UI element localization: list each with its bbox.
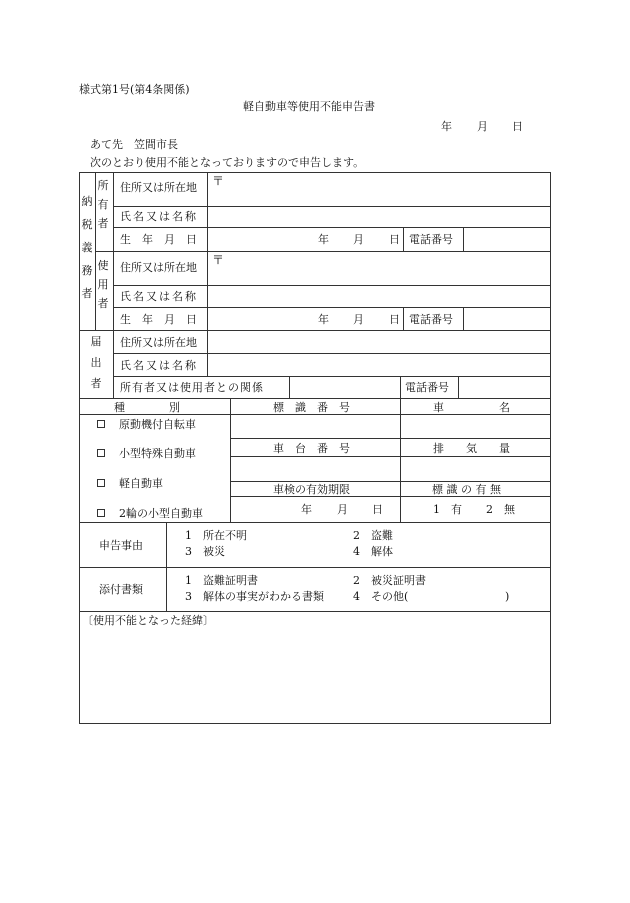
- plate-no-option[interactable]: 2 無: [486, 503, 515, 516]
- form-number: 様式第1号(第4条関係): [79, 83, 190, 96]
- owner-address-label: 住所又は所在地: [120, 181, 197, 194]
- type-moped-label: 原動機付自転車: [119, 418, 196, 431]
- owner-birth-day: 日: [389, 233, 400, 246]
- vehicle-type-header: 種 別: [114, 401, 180, 414]
- form-title: 軽自動車等使用不能申告書: [243, 100, 375, 113]
- user-postal-mark: 〒: [212, 253, 225, 267]
- type-checkbox-special[interactable]: [97, 449, 105, 457]
- inspection-month: 月: [337, 503, 348, 516]
- type-motorcycle-label: 2輪の小型自動車: [119, 507, 203, 520]
- notifier-relation-label: 所有者又は使用者との関係: [120, 381, 264, 394]
- inspection-expiry-header: 車検の有効期限: [273, 483, 350, 496]
- date-year-label: 年: [441, 120, 452, 133]
- user-birth-year: 年: [318, 313, 329, 326]
- reason-option-scrapped[interactable]: 4 解体: [353, 545, 393, 558]
- vehicle-model-header: 車 名: [433, 401, 510, 414]
- user-birth-label: 生 年 月 日: [120, 313, 197, 326]
- attachment-scrap-doc[interactable]: 3 解体の事実がわかる書類: [185, 590, 324, 603]
- owner-birth-year: 年: [318, 233, 329, 246]
- notifier-address-label: 住所又は所在地: [120, 336, 197, 349]
- type-special-label: 小型特殊自動車: [119, 447, 196, 460]
- reason-option-theft[interactable]: 2 盗難: [353, 529, 393, 542]
- date-day-label: 日: [512, 120, 523, 133]
- addressee: あて先 笠間市長: [90, 138, 178, 151]
- intro-text: 次のとおり使用不能となっておりますので申告します。: [90, 156, 365, 169]
- attachment-other[interactable]: 4 その他(: [353, 590, 409, 603]
- user-birth-month: 月: [353, 313, 364, 326]
- circumstances-label: 〔使用不能となった経緯〕: [82, 614, 214, 627]
- plate-number-header: 標 識 番 号: [273, 401, 350, 414]
- owner-label: 所 有 者: [97, 179, 109, 230]
- type-checkbox-moped[interactable]: [97, 420, 105, 428]
- owner-phone-label: 電話番号: [409, 233, 453, 246]
- owner-name-label: 氏名又は名称: [120, 210, 198, 223]
- reason-option-disaster[interactable]: 3 被災: [185, 545, 225, 558]
- owner-postal-mark: 〒: [212, 174, 225, 188]
- notifier-label: 届 出 者: [90, 335, 102, 390]
- reason-option-missing[interactable]: 1 所在不明: [185, 529, 247, 542]
- user-name-label: 氏名又は名称: [120, 290, 198, 303]
- reason-label: 申告事由: [99, 539, 143, 552]
- displacement-header: 排 気 量: [433, 442, 510, 455]
- attachment-other-close: ): [505, 590, 510, 603]
- notifier-phone-label: 電話番号: [405, 381, 449, 394]
- user-address-label: 住所又は所在地: [120, 261, 197, 274]
- user-birth-day: 日: [389, 313, 400, 326]
- attachment-theft-cert[interactable]: 1 盗難証明書: [185, 574, 258, 587]
- notifier-name-label: 氏名又は名称: [120, 359, 198, 372]
- type-checkbox-motorcycle[interactable]: [97, 509, 105, 517]
- circumstances-area[interactable]: [82, 630, 548, 720]
- owner-birth-month: 月: [353, 233, 364, 246]
- chassis-number-header: 車 台 番 号: [273, 442, 350, 455]
- inspection-day: 日: [372, 503, 383, 516]
- date-month-label: 月: [477, 120, 488, 133]
- user-label: 使 用 者: [97, 259, 109, 310]
- attachment-disaster-cert[interactable]: 2 被災証明書: [353, 574, 426, 587]
- user-phone-label: 電話番号: [409, 313, 453, 326]
- plate-yes-option[interactable]: 1 有: [433, 503, 462, 516]
- type-checkbox-kei[interactable]: [97, 479, 105, 487]
- taxpayer-label: 納 税 義 務 者: [81, 195, 93, 300]
- type-kei-label: 軽自動車: [119, 477, 163, 490]
- plate-status-header: 標 識 の 有 無: [432, 483, 501, 496]
- inspection-year: 年: [301, 503, 312, 516]
- owner-birth-label: 生 年 月 日: [120, 233, 197, 246]
- attachments-label: 添付書類: [99, 583, 143, 596]
